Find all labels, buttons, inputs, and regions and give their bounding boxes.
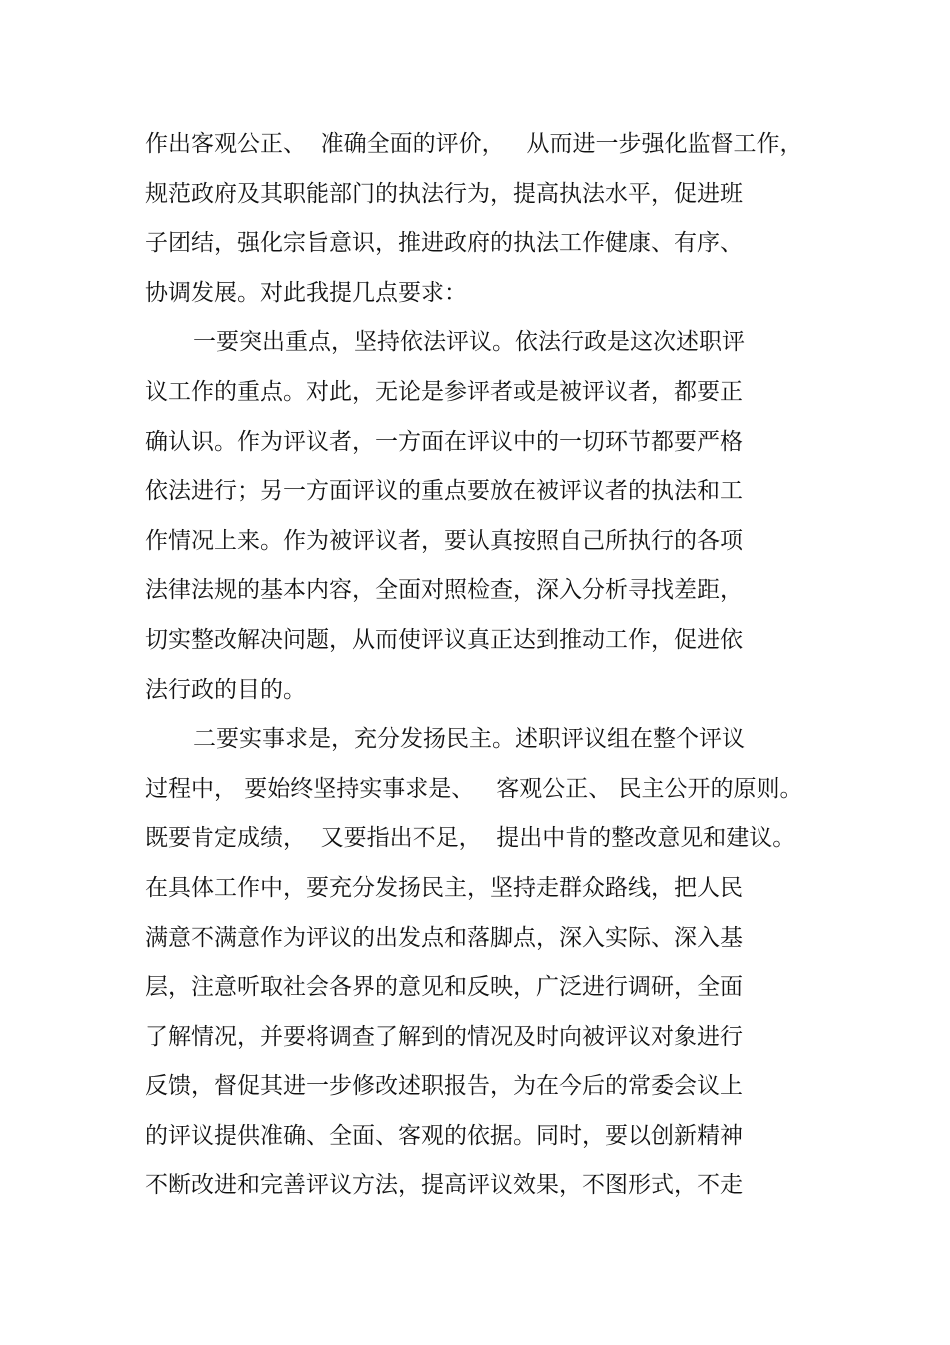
text-line: 层，注意听取社会各界的意见和反映，广泛进行调研，全面: [145, 974, 743, 1001]
text-line: 确认识。作为评议者，一方面在评议中的一切环节都要严格: [145, 428, 743, 455]
text-line: 规范政府及其职能部门的执法行为，提高执法水平，促进班: [145, 180, 743, 207]
text-line: 作情况上来。作为被评议者，要认真按照自己所执行的各项: [145, 527, 743, 554]
text-line: 反馈，督促其进一步修改述职报告，为在今后的常委会议上: [145, 1073, 743, 1100]
text-line: 既要肯定成绩， 又要指出不足， 提出中肯的整改意见和建议。: [145, 825, 796, 852]
text-line: 不断改进和完善评议方法，提高评议效果，不图形式，不走: [145, 1172, 743, 1199]
text-line: 依法进行；另一方面评议的重点要放在被评议者的执法和工: [145, 478, 743, 505]
paragraph-first-line: 二要实事求是，充分发扬民主。述职评议组在整个评议: [193, 726, 745, 753]
text-line: 在具体工作中，要充分发扬民主，坚持走群众路线，把人民: [145, 874, 743, 901]
text-line: 法行政的目的。: [145, 676, 306, 703]
paragraph-first-line: 一要突出重点，坚持依法评议。依法行政是这次述职评: [193, 329, 745, 356]
text-line: 了解情况，并要将调查了解到的情况及时向被评议对象进行: [145, 1023, 743, 1050]
text-line: 满意不满意作为评议的出发点和落脚点，深入实际、深入基: [145, 924, 743, 951]
text-line: 的评议提供准确、全面、客观的依据。同时，要以创新精神: [145, 1122, 743, 1149]
text-line: 法律法规的基本内容，全面对照检查，深入分析寻找差距，: [145, 577, 743, 604]
text-line: 协调发展。对此我提几点要求：: [145, 279, 467, 306]
text-line: 切实整改解决问题，从而使评议真正达到推动工作，促进依: [145, 626, 743, 653]
text-line: 作出客观公正、 准确全面的评价， 从而进一步强化监督工作，: [145, 131, 803, 157]
document-body: [145, 120, 825, 1211]
text-line: 过程中， 要始终坚持实事求是、 客观公正、 民主公开的原则。: [145, 775, 803, 802]
text-line: 议工作的重点。对此，无论是参评者或是被评议者，都要正: [145, 378, 743, 405]
text-line: 子团结，强化宗旨意识，推进政府的执法工作健康、有序、: [145, 230, 743, 257]
